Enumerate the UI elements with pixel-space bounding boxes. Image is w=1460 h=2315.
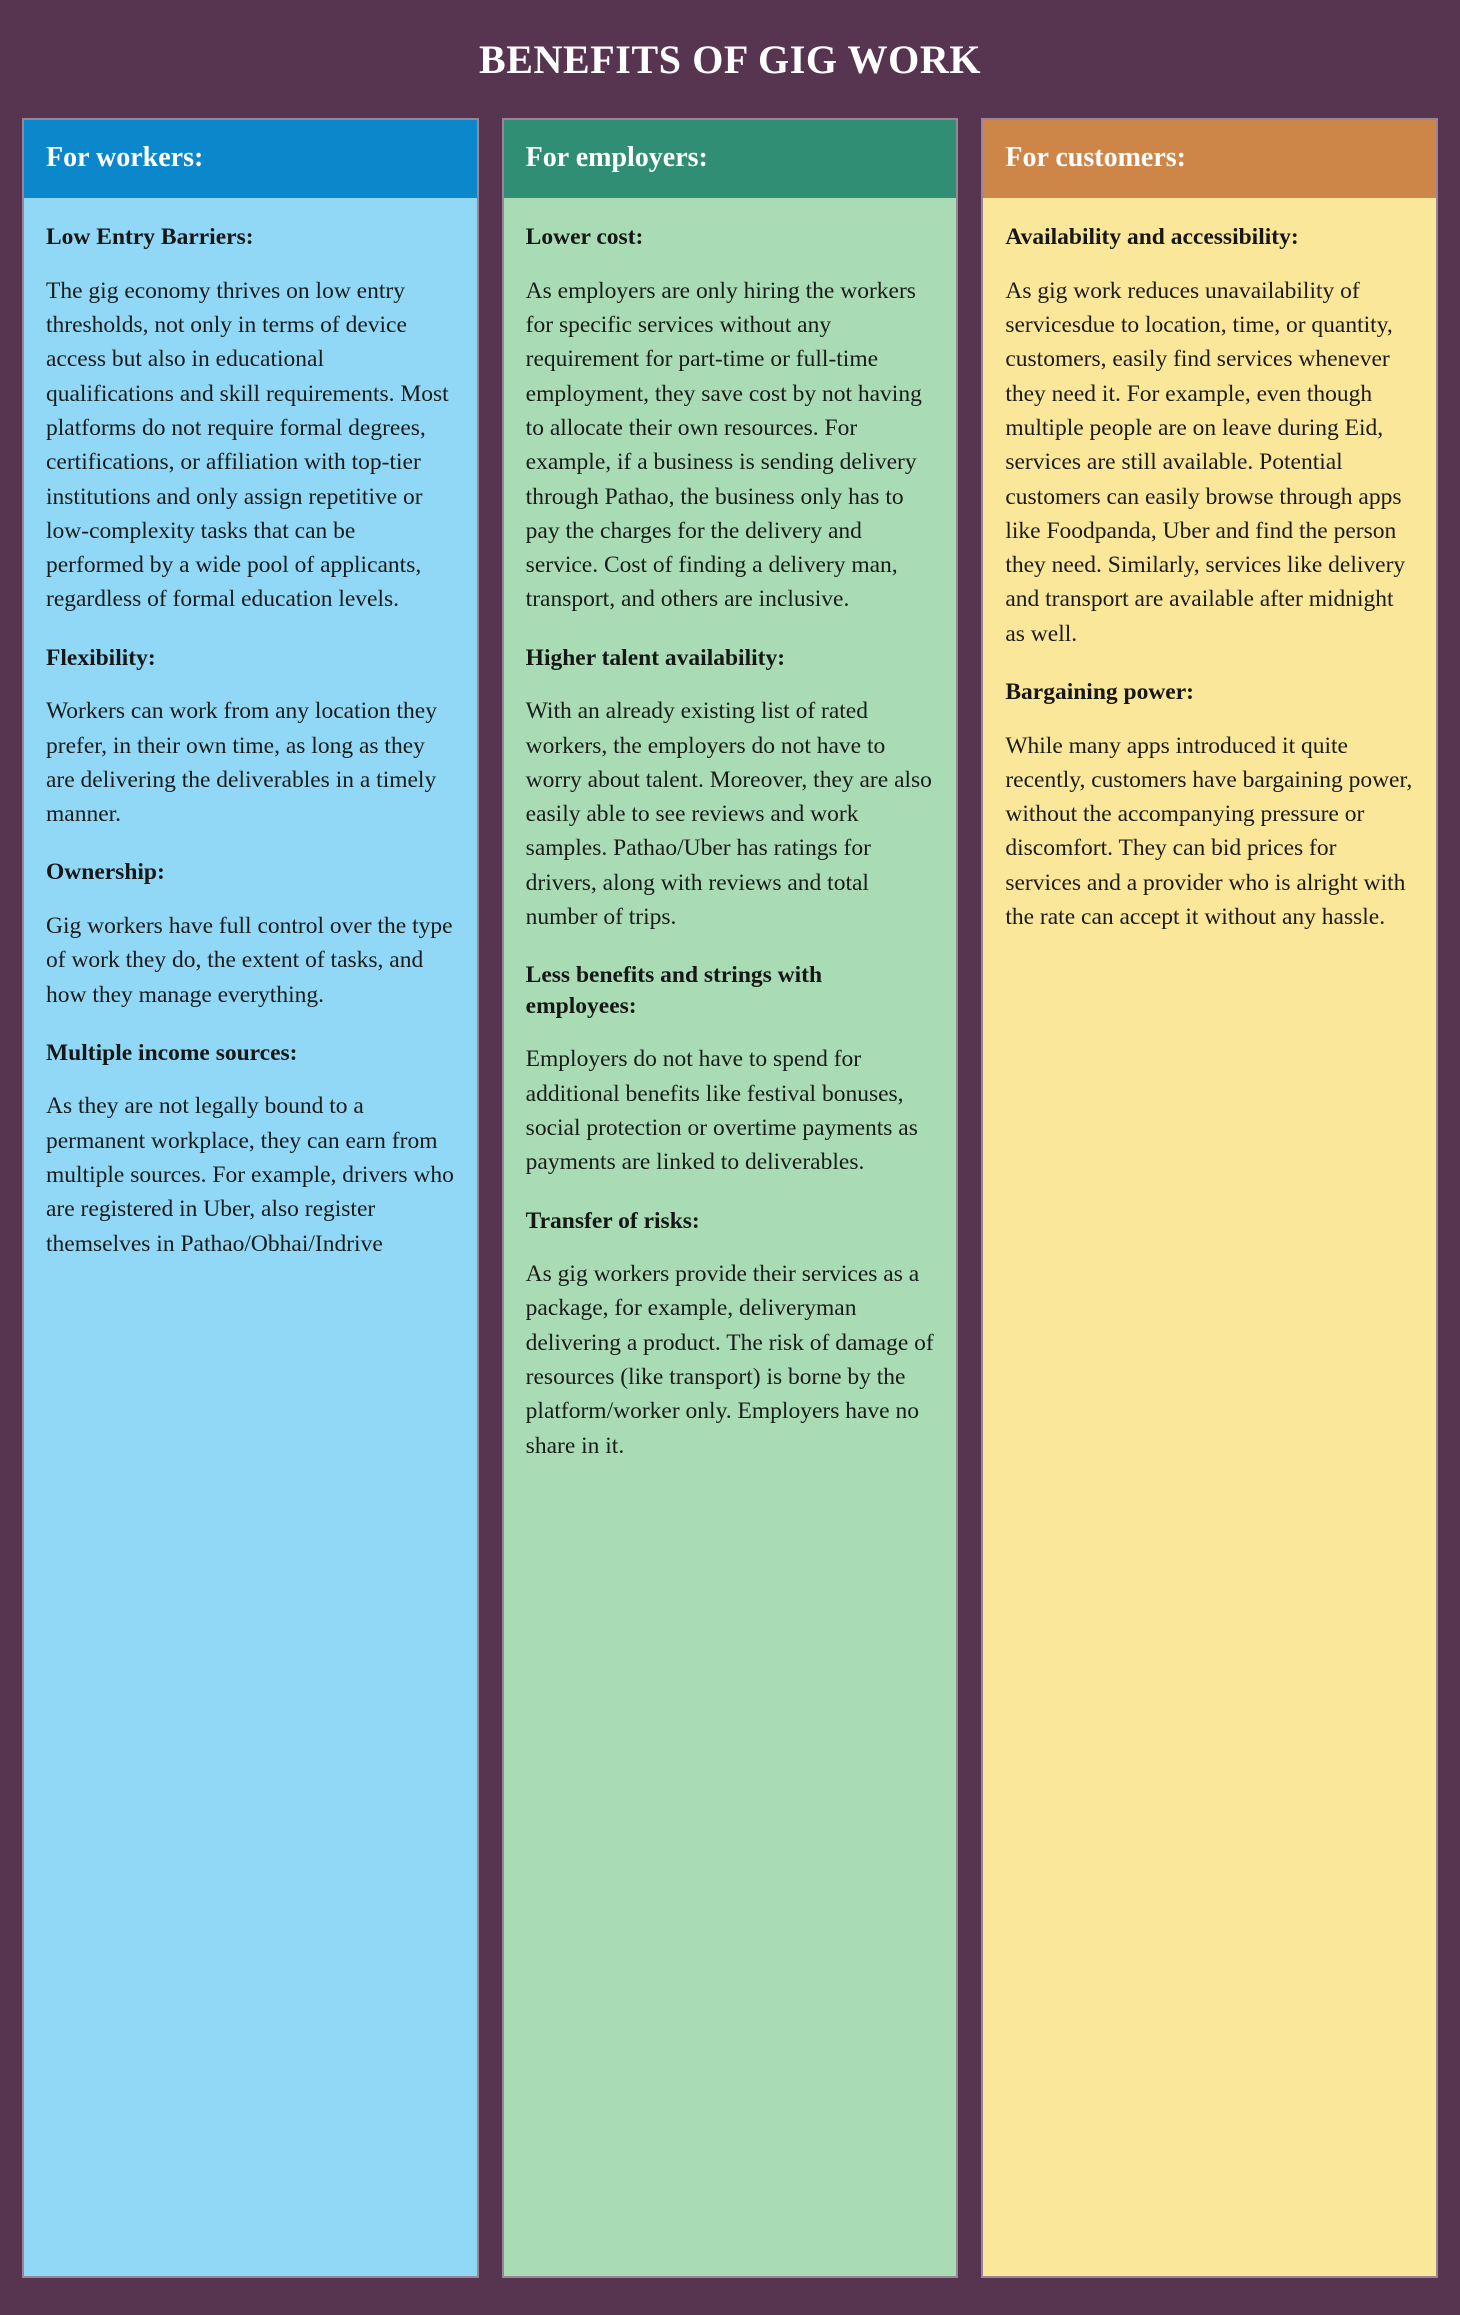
section [1005,677,1414,934]
section-body: The gig economy thrives on low entry thresholds, not only in terms of device access but also in educational qualifications and skill requirements. Most platforms do not require formal degrees, certifications, or affiliation with top-tier institutions and only assign repetitive or low-complexity tasks that can be performed by a wide pool of applicants, regardless of formal education levels. [46,277,449,613]
column-header-employers [504,120,957,198]
section-heading: Bargaining power: [1005,679,1194,705]
page-title: BENEFITS OF GIG WORK [478,36,982,82]
section-body: Gig workers have full control over the type of work they do, the extent of tasks, and how they manage everything. [46,912,453,1008]
column-header-customers [983,120,1436,198]
section-body: While many apps introduced it quite recently, customers have bargaining power, without the accompanying pressure or discomfort. They can bid prices for services and a provider who is alright with the rate can accept it without any hassle. [1005,732,1413,931]
section [526,960,935,1179]
section-body: As they are not legally bound to a permanent workplace, they can earn from multiple sources. For example, drivers who are registered in Uber, also register themselves in Pathao/Obhai/Indrive [46,1093,454,1257]
section [526,643,935,935]
column-header-label-employers: For employers: [525,142,708,173]
section-heading: Ownership: [46,859,165,886]
column-for-employers [502,118,959,2278]
section [526,222,935,617]
column-for-workers [22,118,479,2278]
column-body-workers [24,198,477,2276]
section [1005,222,1414,651]
section-heading: Higher talent availability: [525,644,786,671]
column-body-customers [983,198,1436,2276]
section [46,1038,455,1261]
section-heading: Transfer of risks: [525,1207,700,1234]
section-body: As gig workers provide their services as a package, for example, deliveryman delivering a product. The risk of damage of resources (like transport) is borne by the platform/worker only. Employers have no share in it. [525,1261,934,1459]
column-body-employers [504,198,957,2276]
section-heading: Flexibility: [46,644,156,671]
section [46,643,455,832]
section [526,1206,935,1463]
section-body: As employers are only hiring the workers for specific services without any requirement for part-time or full-time employment, they save cost by not having to allocate their own resources. For example, if a business is sending delivery through Pathao, the business only has to pay the charges for the delivery and service. Cost of finding a delivery man, transport, and others are inclusive. [525,277,922,613]
section-body: Workers can work from any location they prefer, in their own time, as long as they are delivering the deliverables in a timely manner. [46,698,437,828]
columns-container [0,118,1460,2315]
section-heading: Low Entry Barriers: [46,224,254,251]
section-body: With an already existing list of rated workers, the employers do not have to worry about talent. Moreover, they are also easily able to see reviews and work samples. Pathao/Uber has ratings for drivers, along with reviews and total number of trips. [525,698,932,931]
section [46,857,455,1011]
section-heading: Less benefits and strings with employees: [525,962,823,1019]
section-heading: Lower cost: [525,224,644,251]
section-heading: Multiple income sources: [46,1039,298,1066]
section [46,222,455,617]
column-header-label-workers: For workers: [46,142,204,173]
section-body: Employers do not have to spend for additional benefits like festival bonuses, social protection or overtime payments as payments are linked to deliverables. [525,1046,918,1176]
column-for-customers [981,118,1438,2278]
column-header-label-customers: For customers: [1005,142,1186,173]
section-body: As gig work reduces unavailability of servicesdue to location, time, or quantity, customers, easily find services whenever they need it. For example, even though multiple people are on leave during Eid, services are still available. Potential customers can easily browse through apps like Foodpanda, Uber and find the person they need. Similarly, services like delivery and transport are available after midnight as well. [1005,277,1406,647]
section-heading: Availability and accessibility: [1005,224,1299,251]
title-bar [0,0,1460,118]
column-header-workers [24,120,477,198]
